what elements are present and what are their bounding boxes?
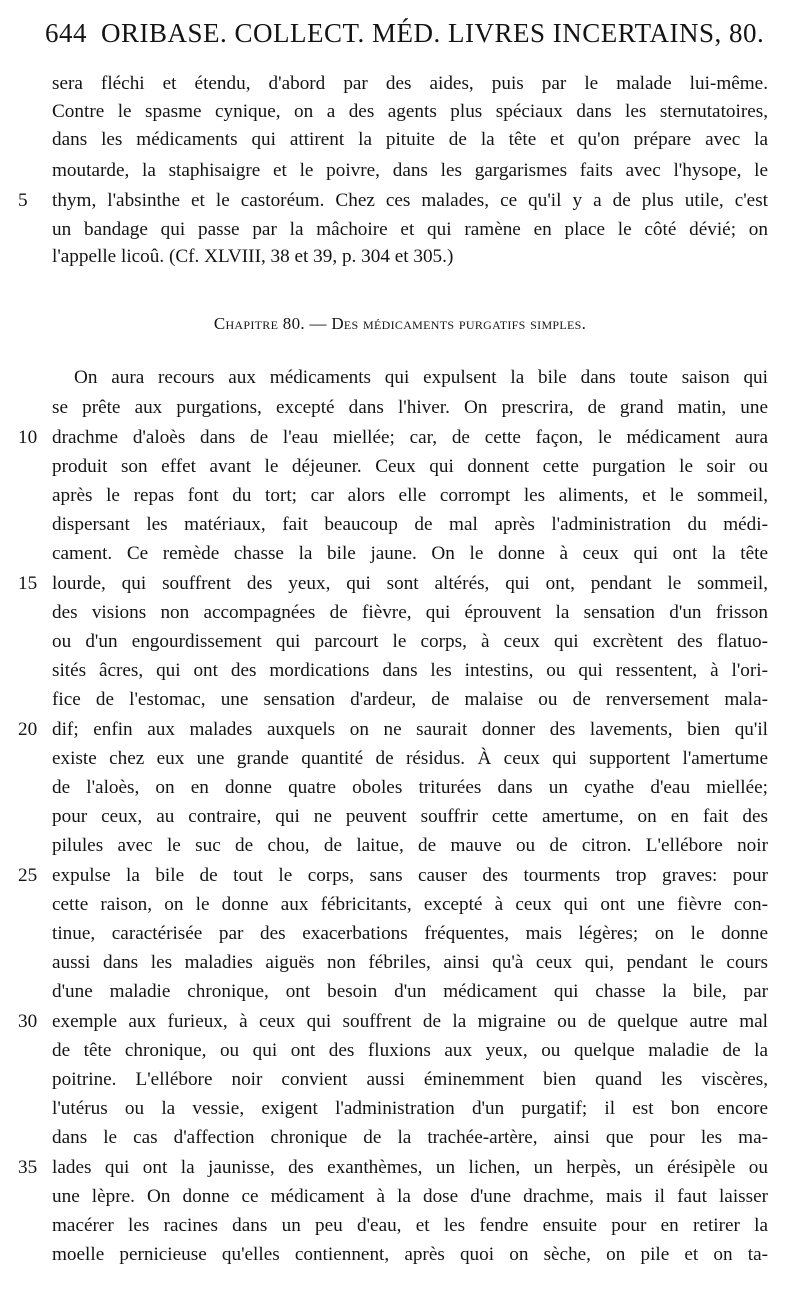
text-line: expulse la bile de tout le corps, sans causer des tourments trop graves: pour <box>52 865 768 886</box>
chapter-heading: Chapitre 80. — Des médicaments purgatifs simples. <box>213 314 587 333</box>
running-header <box>45 18 795 49</box>
text-line: l'utérus ou la vessie, exigent l'administration d'un purgatif; il est bon encore <box>52 1098 768 1119</box>
page-number: 644 <box>45 18 87 48</box>
text-line: moelle pernicieuse qu'elles contiennent, après quoi on sèche, on pile et on ta- <box>52 1244 768 1265</box>
text-line: dif; enfin aux malades auxquels on ne saurait donner des lavements, bien qu'il <box>52 719 768 740</box>
text-line: macérer les racines dans un peu d'eau, et les fendre ensuite pour en retirer la <box>52 1215 768 1236</box>
text-line: une lèpre. On donne ce médicament à la dose d'une drachme, mais il faut laisser <box>52 1186 768 1207</box>
text-line: cette raison, on le donne aux fébricitants, excepté à ceux qui ont une fièvre con- <box>52 894 768 915</box>
text-line: fice de l'estomac, une sensation d'ardeur, de malaise ou de renversement mala- <box>52 689 768 710</box>
text-line: existe chez eux une grande quantité de résidus. À ceux qui supportent l'amertume <box>52 748 768 769</box>
line-number: 20 <box>18 719 38 740</box>
text-line: dispersant les matériaux, fait beaucoup de mal après l'administration du médi- <box>52 514 768 535</box>
text-line: Contre le spasme cynique, on a des agents plus spéciaux dans les sternutatoires, <box>52 101 768 122</box>
text-line: On aura recours aux médicaments qui expulsent la bile dans toute saison qui <box>74 367 768 388</box>
text-line: sités âcres, qui ont des mordications dans les intestins, ou qui ressentent, à l'ori- <box>52 660 768 681</box>
line-number: 30 <box>18 1011 38 1032</box>
text-line: moutarde, la staphisaigre et le poivre, dans les gargarismes faits avec l'hysope, le <box>52 160 768 181</box>
line-number: 25 <box>18 865 38 886</box>
text-line: aussi dans les maladies aiguës non fébriles, ainsi qu'à ceux qui, pendant le cours <box>52 952 768 973</box>
text-line: poitrine. L'ellébore noir convient aussi éminemment bien quand les viscères, <box>52 1069 768 1090</box>
text-line: lourde, qui souffrent des yeux, qui sont altérés, qui ont, pendant le sommeil, <box>52 573 768 594</box>
text-line: de tête chronique, ou qui ont des fluxions aux yeux, ou quelque maladie de la <box>52 1040 768 1061</box>
text-line: de l'aloès, on en donne quatre oboles triturées dans un cyathe d'eau miellée; <box>52 777 768 798</box>
text-line: drachme d'aloès dans de l'eau miellée; car, de cette façon, le médicament aura <box>52 427 768 448</box>
text-line: tinue, caractérisée par des exacerbations fréquentes, mais légères; on le donne <box>52 923 768 944</box>
text-line: cament. Ce remède chasse la bile jaune. On le donne à ceux qui ont la tête <box>52 543 768 564</box>
running-title: ORIBASE. COLLECT. MÉD. LIVRES INCERTAINS, 80. <box>101 18 765 48</box>
text-line: après le repas font du tort; car alors elle corrompt les aliments, et le sommeil, <box>52 485 768 506</box>
line-number: 10 <box>18 427 38 448</box>
text-line: lades qui ont la jaunisse, des exanthèmes, un lichen, un herpès, un érésipèle ou <box>52 1157 768 1178</box>
text-line: produit son effet avant le déjeuner. Ceux qui donnent cette purgation le soir ou <box>52 456 768 477</box>
text-line: pour ceux, au contraire, qui ne peuvent souffrir cette amertume, on en fait des <box>52 806 768 827</box>
text-line: l'appelle licoû. (Cf. XLVIII, 38 et 39, p. 304 et 305.) <box>52 246 454 267</box>
text-line: ou d'un engourdissement qui parcourt le corps, à ceux qui excrètent des flatuo- <box>52 631 768 652</box>
text-line: exemple aux furieux, à ceux qui souffrent de la migraine ou de quelque autre mal <box>52 1011 768 1032</box>
text-line: sera fléchi et étendu, d'abord par des aides, puis par le malade lui-même. <box>52 73 768 94</box>
text-line: dans le cas d'affection chronique de la trachée-artère, ainsi que pour les ma- <box>52 1127 768 1148</box>
text-line: des visions non accompagnées de fièvre, qui éprouvent la sensation d'un frisson <box>52 602 768 623</box>
line-number: 35 <box>18 1157 38 1178</box>
text-line: se prête aux purgations, excepté dans l'hiver. On prescrira, de grand matin, une <box>52 397 768 418</box>
line-number: 5 <box>18 190 28 211</box>
text-line: dans les médicaments qui attirent la pituite de la tête et qu'on prépare avec la <box>52 129 768 150</box>
line-number: 15 <box>18 573 38 594</box>
text-line: pilules avec le suc de chou, de laitue, de mauve ou de citron. L'ellébore noir <box>52 835 768 856</box>
text-line: thym, l'absinthe et le castoréum. Chez ces malades, ce qu'il y a de plus utile, c'est <box>52 190 768 211</box>
text-line: un bandage qui passe par la mâchoire et qui ramène en place le côté dévié; on <box>52 219 768 240</box>
text-line: d'une maladie chronique, ont besoin d'un médicament qui chasse la bile, par <box>52 981 768 1002</box>
